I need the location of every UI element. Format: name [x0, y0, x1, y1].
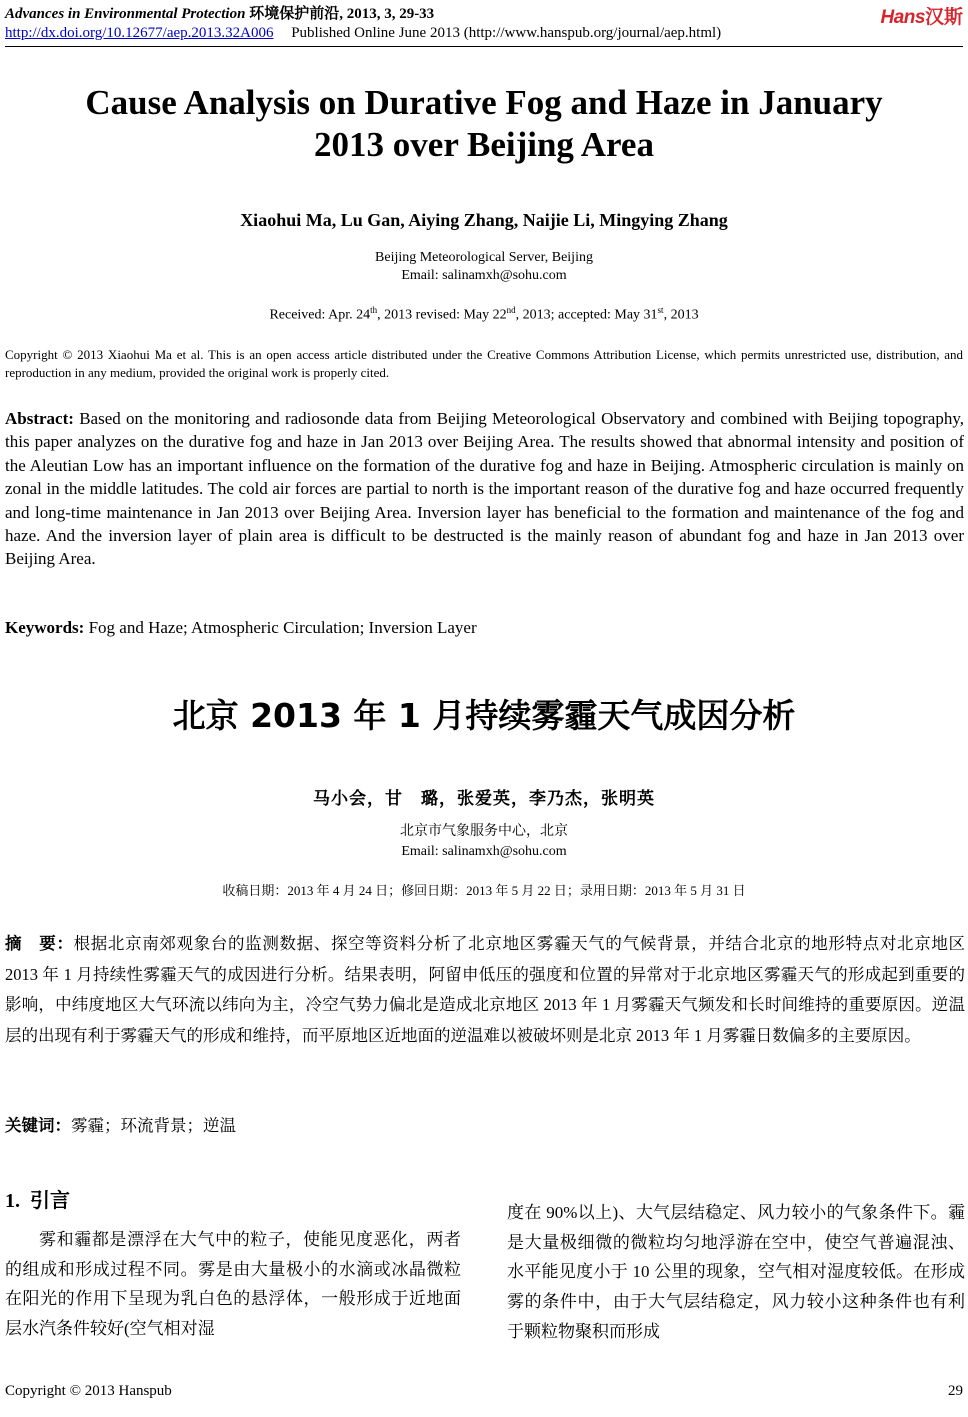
- footer-copyright: Copyright © 2013 Hanspub: [5, 1383, 172, 1399]
- chinese-received-dates: 收稿日期：2013 年 4 月 24 日；修回日期：2013 年 5 月 22 日；录用日期：2013 年 5 月 31 日: [222, 883, 746, 898]
- doi-link[interactable]: http://dx.doi.org/10.12677/aep.2013.32A006: [5, 25, 274, 41]
- chinese-title: 北京 2013 年 1 月持续雾霾天气成因分析: [172, 696, 796, 735]
- chinese-abstract-label: 摘 要：: [5, 934, 74, 953]
- english-authors: Xiaohui Ma, Lu Gan, Aiying Zhang, Naijie Li, Mingying Zhang: [240, 210, 728, 230]
- license-note: Copyright © 2013 Xiaohui Ma et al. This is an open access article distributed under the Creative Commons Attribution License, which permits unrestricted use, distribution, and reproduction in any medium, provided the original work is properly cited.: [5, 347, 963, 380]
- journal-name: Advances in Environmental Protection: [5, 6, 246, 22]
- section-title: 引言: [30, 1190, 70, 1212]
- keywords-text: Fog and Haze; Atmospheric Circulation; Inversion Layer: [84, 618, 477, 637]
- logo-latin: Hans: [880, 7, 925, 28]
- keywords-label: Keywords:: [5, 618, 85, 637]
- intro-paragraph-right: 度在 90%以上)、大气层结稳定、风力较小的气象条件下。霾是大量极细微的微粒均匀地浮游在空中，使空气普遍混浊、水平能见度小于 10 公里的现象，空气相对湿度较低。在形成雾的条件中，由于大气层结稳定，风力较小这种条件也有利于颗粒物聚积而形成: [507, 1203, 965, 1341]
- english-title: [0, 82, 968, 166]
- chinese-keywords-label: 关键词：: [5, 1116, 71, 1135]
- chinese-keywords: [5, 1112, 963, 1136]
- hanspub-logo: [881, 2, 963, 29]
- right-column: [507, 1198, 965, 1347]
- left-column: [5, 1184, 461, 1344]
- journal-citation: [5, 2, 434, 23]
- journal-header: [5, 2, 963, 46]
- chinese-keywords-text: 雾霾；环流背景；逆温: [71, 1116, 236, 1135]
- abstract-text: Based on the monitoring and radiosonde data from Beijing Meteorological Observatory and combined with Beijing topography, this paper analyzes on the durative fog and haze in Jan 2013 over Beijing Area. The results showed that abnormal intensity and position of the Aleutian Low has an important influence on the formation of the durative fog and haze in Beijing. Atmospheric circulation is mainly on zonal in the middle latitudes. The cold air forces are partial to north is the important reason of the durative fog and haze occurred frequently and long-time maintenance in Jan 2013 over Beijing Area. Inversion layer has beneficial to the formation and maintenance of the fog and haze. And the inversion layer of plain area is difficult to be destructed is the mainly reason of abundant fog and haze in Jan 2013 over Beijing Area.: [5, 409, 964, 569]
- accepted-year: , 2013: [663, 307, 699, 323]
- english-affiliation-block: [0, 249, 968, 285]
- chinese-abstract: [5, 929, 965, 1051]
- section-heading: [5, 1184, 461, 1213]
- english-abstract: [5, 407, 964, 571]
- intro-paragraph-left: 雾和霾都是漂浮在大气中的粒子，使能见度恶化，两者的组成和形成过程不同。雾是由大量极小的水滴或冰晶微粒在阳光的作用下呈现为乳白色的悬浮体，一般形成于近地面层水汽条件较好(空气相对湿: [5, 1230, 461, 1339]
- chinese-affiliation: 北京市气象服务中心，北京: [400, 824, 568, 839]
- chinese-abstract-text: 根据北京南郊观象台的监测数据、探空等资料分析了北京地区雾霾天气的气候背景，并结合北京的地形特点对北京地区 2013 年 1 月持续性雾霾天气的成因进行分析。结果表明，阿留申低压的强度和位置的异常对于北京地区雾霾天气的形成起到重要的影响，中纬度地区大气环流以纬向为主，冷空气势力偏北是造成北京地区 2013 年 1 月雾霾天气频发和长时间维持的重要原因。逆温层的出现有利于雾霾天气的形成和维持，而平原地区近地面的逆温难以被破坏则是北京 2013 年 1 月雾霾日数偏多的主要原因。: [5, 934, 966, 1045]
- chinese-email: Email: salinamxh@sohu.com: [401, 844, 567, 859]
- english-received-dates: [0, 305, 968, 324]
- section-number: 1.: [5, 1190, 20, 1212]
- abstract-label: Abstract:: [5, 409, 74, 428]
- english-affiliation: Beijing Meteorological Server, Beijing: [375, 250, 593, 265]
- english-keywords: [5, 618, 963, 638]
- received-sup: th: [370, 305, 378, 315]
- publication-line: [5, 25, 721, 42]
- english-title-line1: Cause Analysis on Durative Fog and Haze in January: [85, 83, 883, 122]
- header-rule: [5, 46, 963, 47]
- journal-volume: 环境保护前沿, 2013, 3, 29-33: [249, 6, 435, 22]
- published-online: Published Online June 2013 (http://www.hanspub.org/journal/aep.html): [291, 25, 722, 41]
- revised-part: , 2013 revised: May 22: [377, 307, 507, 323]
- chinese-affiliation-block: [0, 822, 968, 862]
- english-email: Email: salinamxh@sohu.com: [401, 268, 567, 283]
- revised-sup: nd: [506, 305, 516, 315]
- chinese-authors: 马小会，甘 璐，张爱英，李乃杰，张明英: [313, 789, 655, 809]
- accepted-part: , 2013; accepted: May 31: [515, 307, 658, 323]
- page-number: 29: [948, 1383, 963, 1399]
- logo-cn: 汉斯: [924, 7, 963, 28]
- english-title-line2: 2013 over Beijing Area: [314, 125, 654, 164]
- accepted-sup: st: [657, 305, 664, 315]
- received-part: Received: Apr. 24: [269, 307, 371, 323]
